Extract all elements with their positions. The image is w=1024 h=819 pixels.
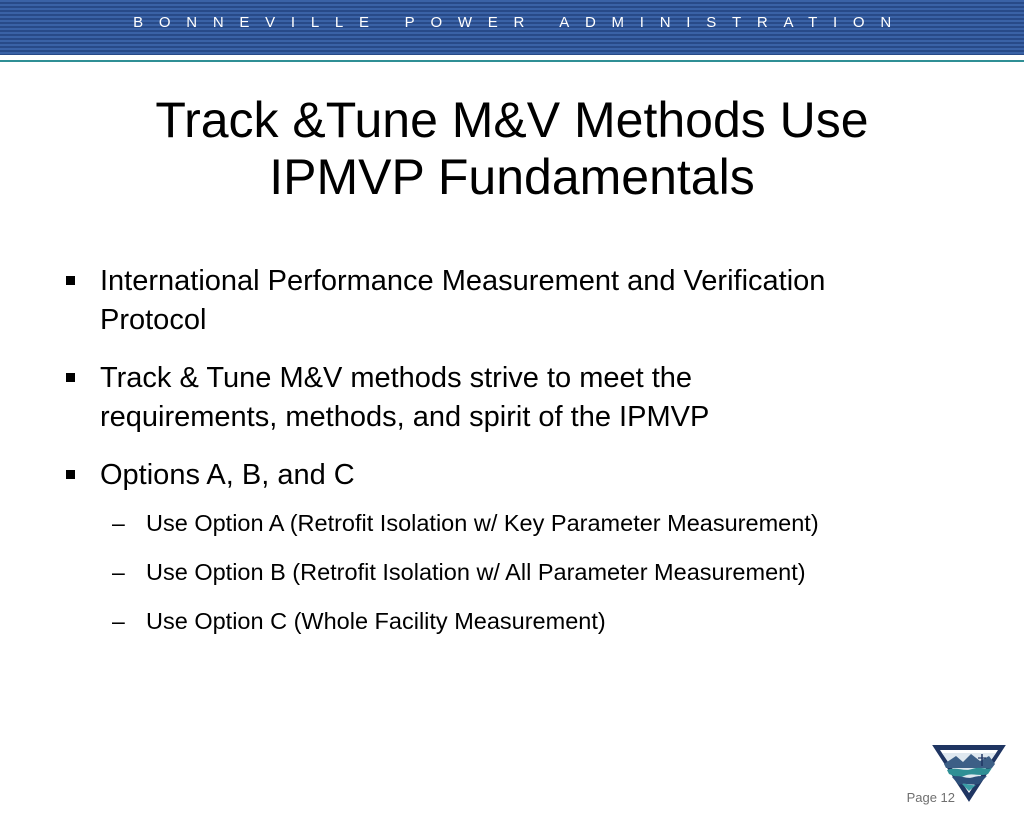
bullet-list [62, 262, 982, 655]
sub-bullet-list [62, 508, 982, 636]
bullet-text-line-1: International Performance Measurement and Verification [100, 265, 826, 297]
page-number: Page 12 [906, 790, 955, 805]
square-bullet-icon [66, 373, 75, 382]
bullet-item [62, 359, 982, 437]
sub-bullet-text: Use Option C (Whole Facility Measurement) [146, 608, 606, 634]
bullet-text-line-1: Track & Tune M&V methods strive to meet the [100, 362, 693, 394]
sub-bullet-item [62, 508, 982, 538]
sub-bullet-item [62, 606, 982, 636]
bullet-item [62, 456, 982, 495]
bullet-text-line-1: Options A, B, and C [100, 459, 355, 491]
dash-bullet-icon: – [112, 559, 125, 585]
square-bullet-icon [66, 470, 75, 479]
header-divider [0, 60, 1024, 62]
header-band [0, 0, 1024, 55]
dash-bullet-icon: – [112, 608, 125, 634]
sub-bullet-item [62, 557, 982, 587]
organization-name: BONNEVILLE POWER ADMINISTRATION [133, 14, 907, 31]
slide-title-line-2: IPMVP Fundamentals [269, 149, 755, 205]
sub-bullet-text: Use Option A (Retrofit Isolation w/ Key Parameter Measurement) [146, 510, 819, 536]
slide-title-line-1: Track &Tune M&V Methods Use [155, 92, 869, 148]
bullet-text-line-2: requirements, methods, and spirit of the IPMVP [100, 401, 710, 433]
dash-bullet-icon: – [112, 510, 125, 536]
bullet-text-line-2: Protocol [100, 304, 207, 336]
square-bullet-icon [66, 276, 75, 285]
sub-bullet-text: Use Option B (Retrofit Isolation w/ All Parameter Measurement) [146, 559, 806, 585]
slide-title [40, 92, 984, 206]
bullet-item [62, 262, 982, 340]
